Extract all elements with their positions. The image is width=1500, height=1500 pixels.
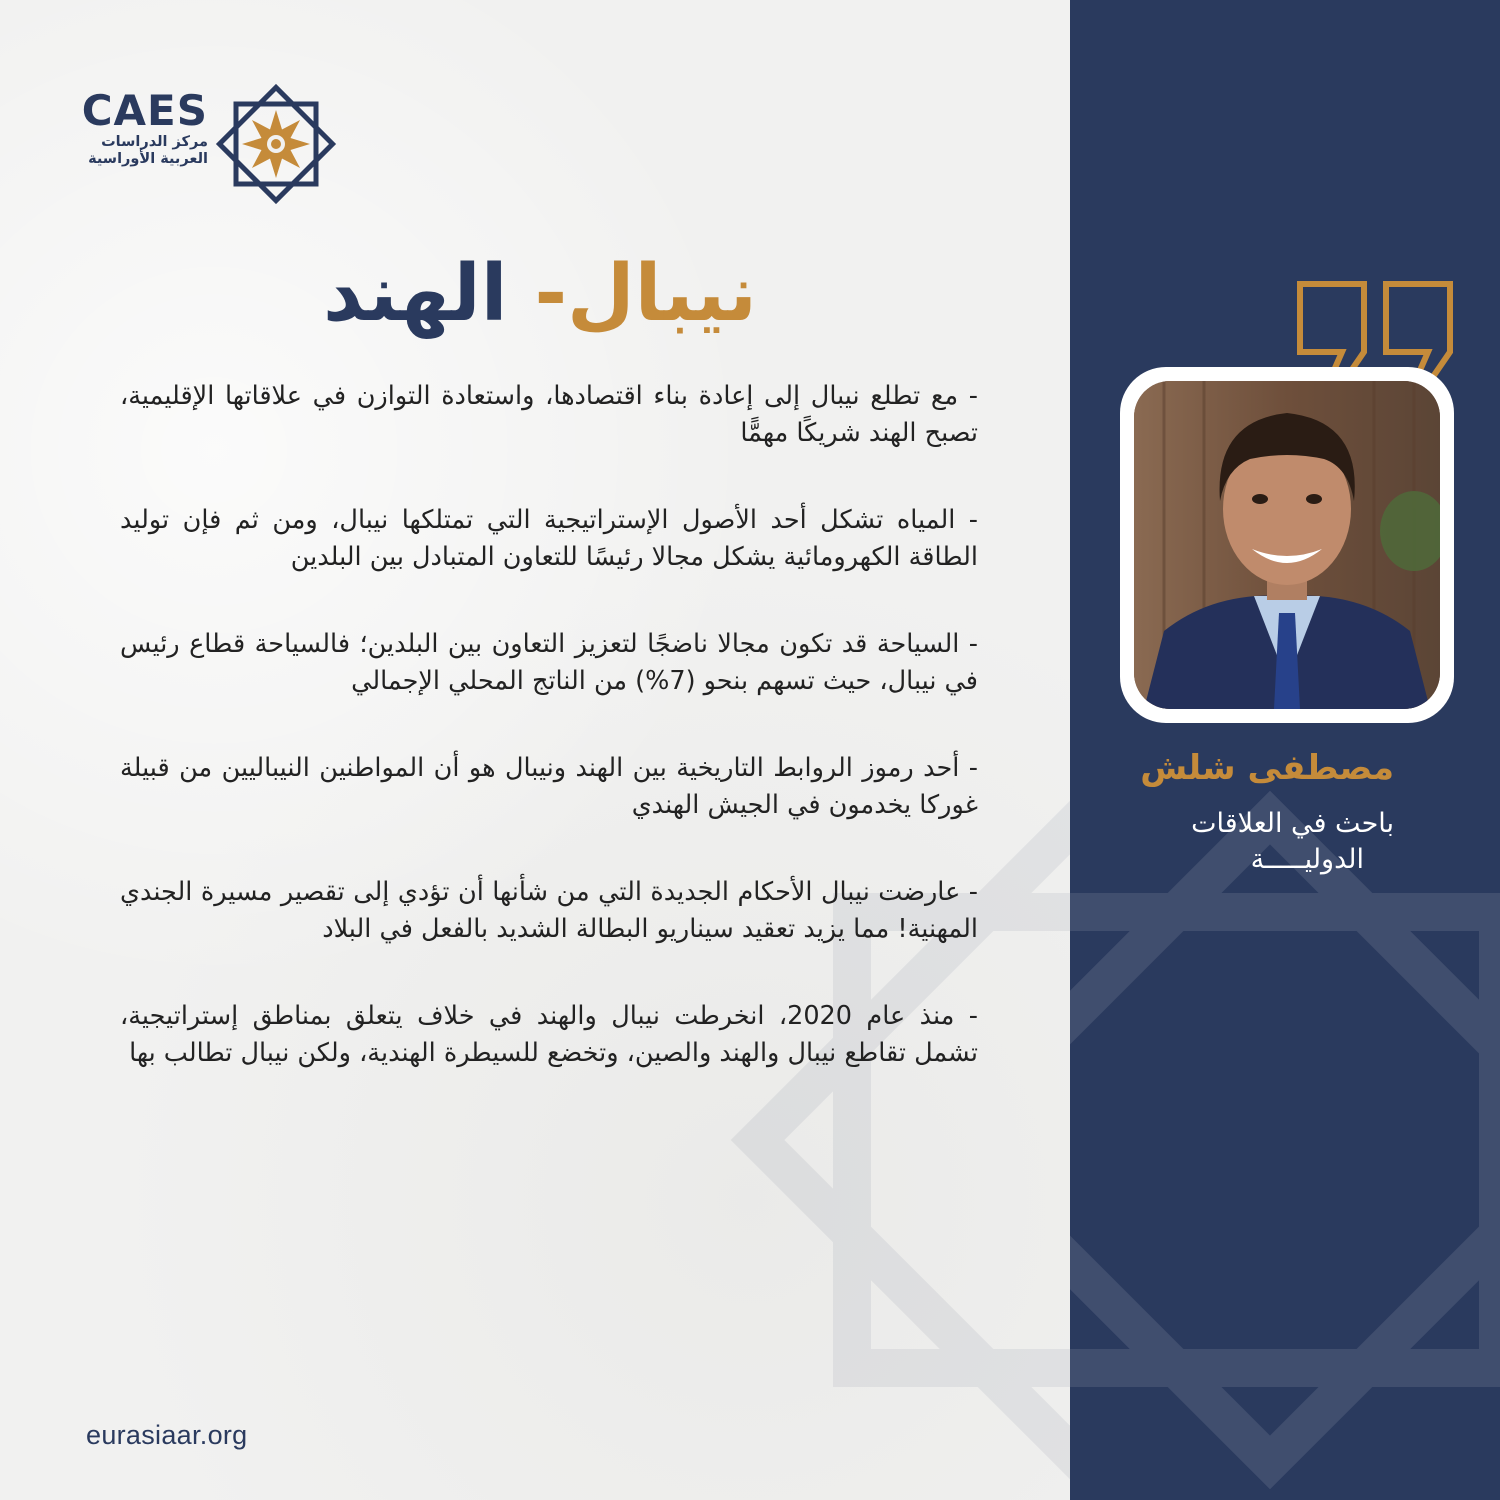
author-role [1134,806,1394,878]
author-portrait [1134,381,1440,709]
paragraph: - مع تطلع نيبال إلى إعادة بناء اقتصادها، واستعادة التوازن في علاقاتها الإقليمية، تصبح الهند شريكًا مهمًّا [120,381,978,448]
title-india: الهند [323,249,535,339]
caes-logo[interactable] [80,88,340,198]
article-body [120,378,978,1122]
author-photo-frame [1120,367,1454,723]
eight-point-star-icon [214,82,338,206]
author-role-line2: الدوليـــــة [1250,844,1364,875]
website-link[interactable]: eurasiaar.org [86,1420,248,1450]
portrait-illustration [1134,381,1440,709]
paragraph: - منذ عام 2020، انخرطت نيبال والهند في خلاف يتعلق بمناطق إستراتيجية، تشمل تقاطع نيبال والهند والصين، وتخضع للسيطرة الهندية، ولكن نيبال تطالب بها [120,1001,978,1068]
logo-text [80,88,208,168]
logo-name-line2: العربية الأوراسية [88,151,208,167]
author-name: مصطفى شلش [1140,748,1394,788]
page-title [200,244,880,344]
author-panel [1070,0,1500,1500]
logo-name-line1: مركز الدراسات [101,134,208,150]
paragraph: - أحد رموز الروابط التاريخية بين الهند ونيبال هو أن المواطنين النيباليين من قبيلة غوركا يخدمون في الجيش الهندي [120,753,978,820]
author-role-line1: باحث في العلاقات [1191,808,1394,839]
paragraph: - السياحة قد تكون مجالا ناضجًا لتعزيز التعاون بين البلدين؛ فالسياحة قطاع رئيس في نيبال، حيث تسهم بنحو (7%) من الناتج المحلي الإجمالي [120,629,978,696]
logo-abbr: CAES [81,86,208,135]
paragraph: - عارضت نيبال الأحكام الجديدة التي من شأنها أن تؤدي إلى تقصير مسيرة الجندي المهنية! مما يزيد تعقيد سيناريو البطالة الشديد بالفعل في البلاد [120,877,978,944]
title-nepal: نيبال- [534,249,757,339]
paragraph: - المياه تشكل أحد الأصول الإستراتيجية التي تمتلكها نيبال، ومن ثم فإن توليد الطاقة الكهرومائية يشكل مجالا رئيسًا للتعاون المتبادل بين البلدين [120,505,978,572]
